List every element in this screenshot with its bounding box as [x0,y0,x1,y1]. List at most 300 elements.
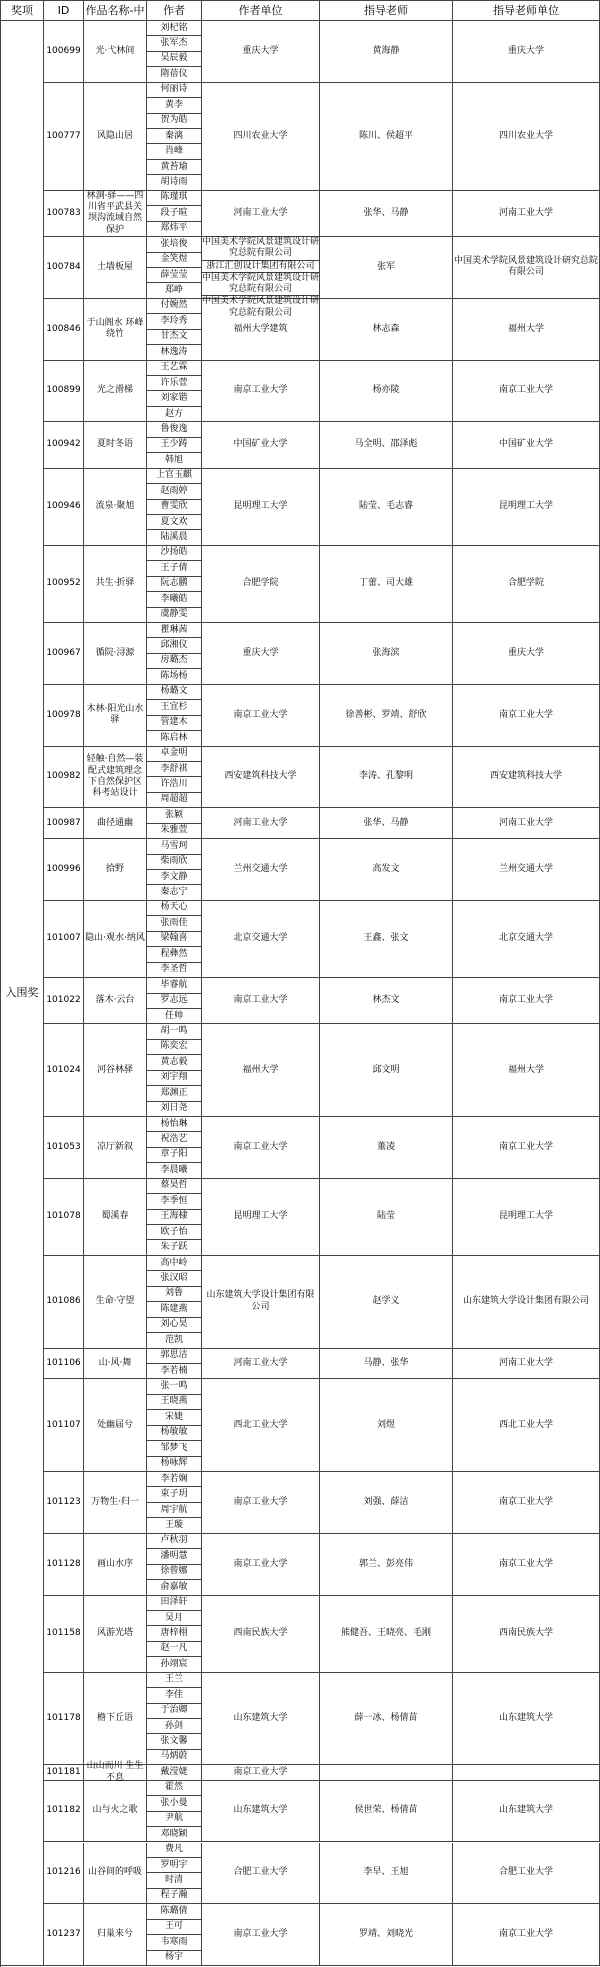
entry-id-text: 100699 [46,45,81,56]
header-advisor-unit-text: 指导老师单位 [493,3,559,17]
entry-id [44,1179,84,1256]
entry-title-text: 凉厅新叙 [96,1141,133,1152]
entry-advisor-unit [453,361,600,423]
entry-advisors [320,1179,453,1256]
entry-id-text: 100784 [46,261,81,272]
entry-advisor-unit [453,546,600,623]
entry-author-unit-text: 合肥学院 [242,578,279,589]
author-name: 李季恒 [147,1194,201,1209]
entry-advisors-text: 张华、马静 [363,817,409,828]
entry-title [84,83,147,191]
entry-id [44,1596,84,1673]
entry-id [44,623,84,685]
entry-author-unit [202,1781,320,1843]
author-name: 束子玥 [147,1487,201,1502]
author-name: 杨天心 [147,901,201,916]
entry-advisor-unit-text: 北京交通大学 [498,933,553,944]
entry-advisors [320,1904,453,1966]
entry-authors [147,21,202,83]
entry-id [44,546,84,623]
entry-author-unit-text: 河南工业大学 [233,207,288,218]
author-name: 任帅 [164,1010,183,1021]
author-name: 上官玉麒 [147,469,201,484]
entry-advisor-unit-text: 中国矿业大学 [498,439,553,450]
author-name: 俞嘉敏 [160,1581,188,1592]
author-name: 管建木 [147,716,201,731]
entry-advisor-unit-text: 河南工业大学 [498,817,553,828]
author-name: 林逸涛 [160,346,188,357]
entry-advisors-text: 黄海静 [372,45,400,56]
author-name: 房璐杰 [147,654,201,669]
entry-advisors [320,299,453,361]
entry-id [44,747,84,809]
entry-author-unit [202,191,320,237]
entry-advisor-unit-text: 南京工业大学 [498,1496,553,1507]
entry-advisors [320,1379,453,1472]
author-name: 李若娴 [147,1472,201,1487]
header-author-unit-text: 作者单位 [238,3,283,17]
author-name: 卢秋羽 [147,1534,201,1549]
entry-advisor-unit-text: 重庆大学 [507,45,544,56]
author-name: 张颖 [147,808,201,823]
author-name: 李曦皓 [147,592,201,607]
entry-advisor-unit-text: 西北工业大学 [498,1419,553,1430]
entry-author-unit-text: 南京工业大学 [233,1141,288,1152]
author-name: 张军杰 [147,36,201,51]
author-name: 时清 [147,1873,201,1888]
entry-title [84,1761,147,1783]
entry-author-unit-text: 河南工业大学 [233,817,288,828]
author-name: 程彝然 [147,947,201,962]
entry-authors [147,237,202,299]
header-award [1,1,44,21]
entry-advisor-unit [453,299,600,361]
author-name: 杨咏辉 [160,1458,188,1469]
author-name: 戴滢婕 [160,1766,188,1777]
entry-authors [147,1596,202,1673]
author-name: 罗明宇 [147,1858,201,1873]
author-name: 周超超 [160,794,188,805]
entry-author-unit-text: 南京工业大学 [233,709,288,720]
entry-author-unit [202,1673,320,1766]
entry-title-text: 山山而川 生生不息 [86,1761,144,1783]
entry-advisor-unit [453,1179,600,1256]
entry-title [84,1256,147,1349]
entry-author-unit [202,1256,320,1349]
entry-id-text: 101107 [46,1419,81,1430]
entry-advisor-unit-text: 山东建筑大学 [498,1712,553,1723]
entry-authors [147,191,202,237]
entry-advisor-unit [453,191,600,237]
author-name: 胡一鸣 [147,1024,201,1039]
author-name: 刘鲁 [147,1287,201,1302]
entry-advisors-text: 李涛、孔黎明 [358,771,413,782]
entry-authors [147,747,202,809]
entry-advisor-unit [453,623,600,685]
entry-advisors-text: 赵学义 [372,1296,400,1307]
author-name: 陈璐倩 [147,1904,201,1919]
entry-advisor-unit-text: 山东建筑大学设计集团有限公司 [462,1296,589,1307]
author-name: 张文馨 [147,1734,201,1749]
entry-title [84,21,147,83]
entry-advisor-unit-text: 南京工业大学 [498,995,553,1006]
entry-author-unit-text: 山东建筑大学 [233,1712,288,1723]
entry-id [44,1843,84,1905]
entry-author-unit [202,808,320,839]
entry-authors [147,1379,202,1472]
entry-advisors [320,422,453,468]
entry-id-text: 100952 [46,578,81,589]
entry-id-text: 100942 [46,439,81,450]
entry-advisor-unit [453,1843,600,1905]
entry-author-unit [202,1179,320,1256]
entry-title-text: 万物生·归一 [91,1496,139,1507]
header-advisor [320,1,453,21]
author-name: 欧子怡 [147,1225,201,1240]
entry-advisor-unit-text: 福州大学 [507,1064,544,1075]
author-name: 唐梓栩 [147,1626,201,1641]
author-name: 陈瑾琪 [147,191,201,206]
entry-id [44,1781,84,1843]
entry-id [44,1379,84,1472]
entry-id [44,361,84,423]
author-name: 王兰 [147,1673,201,1688]
entry-advisors [320,1117,453,1179]
entry-authors [147,83,202,191]
entry-advisor-unit [453,21,600,83]
entry-id-text: 101182 [46,1805,81,1816]
entry-authors [147,1117,202,1179]
author-name: 吴辰毅 [147,52,201,67]
author-name: 费凡 [147,1843,201,1858]
entry-id [44,1673,84,1766]
author-name: 刘宇翔 [147,1071,201,1086]
author-name: 贺为皓 [147,114,201,129]
entry-advisors-text: 张华、马静 [363,207,409,218]
entry-advisors [320,191,453,237]
entry-author-unit [202,1904,320,1966]
entry-advisors [320,1843,453,1905]
author-name: 陆溪晨 [160,532,188,542]
entry-id-text: 100899 [46,385,81,396]
entry-author-unit [202,422,320,468]
entry-id [44,191,84,237]
entry-author-unit-text: 山东建筑大学 [233,1805,288,1816]
author-name: 段子暄 [147,206,201,221]
entry-advisor-unit-text: 山东建筑大学 [498,1805,553,1816]
author-name: 黄李 [147,98,201,113]
entry-author-unit [202,1024,320,1117]
entry-advisors-text: 丁蕾、司大雄 [358,578,413,589]
entry-advisors-text: 罗靖、刘晓光 [358,1928,413,1939]
entry-authors [147,1256,202,1349]
entry-id [44,1117,84,1179]
entry-id [44,1765,84,1780]
entry-authors [147,1179,202,1256]
entry-id-text: 101216 [46,1867,81,1878]
entry-author-unit-text: 南京工业大学 [233,995,288,1006]
author-name: 李若楠 [160,1365,188,1376]
entry-title-text: 河谷林驿 [96,1064,133,1075]
entry-author-unit [202,21,320,83]
entry-advisors-text: 张海滨 [372,647,400,658]
entry-advisors [320,839,453,901]
author-name: 章子阳 [147,1148,201,1163]
entry-title [84,1179,147,1256]
author-name: 杨璐文 [147,685,201,700]
entry-id-text: 100967 [46,647,81,658]
entry-author-unit-text: 西北工业大学 [233,1419,288,1430]
entry-advisor-unit [453,1117,600,1179]
entry-title-text: 夏时冬语 [96,439,133,450]
author-name: 王晓燕 [147,1395,201,1410]
author-name: 阮志鹏 [147,577,201,592]
entry-advisors [320,808,453,839]
entry-author-unit [202,747,320,809]
entry-author-unit-text: 南京工业大学 [233,385,288,396]
entry-title-text: 木林·阳光山水驿 [86,703,144,726]
author-name: 李佳 [147,1688,201,1703]
author-name: 赵方 [164,408,183,419]
entry-title-text: 生命·守望 [95,1296,135,1307]
entry-title-text: 山·风·舞 [98,1357,132,1368]
author-name: 曹雯欣 [147,500,201,515]
entry-advisors [320,1534,453,1596]
entry-advisor-unit [453,978,600,1024]
author-name: 隋蓓仪 [160,68,188,79]
entry-title [84,191,147,237]
entry-advisor-unit-text: 合肥工业大学 [498,1867,553,1878]
author-name: 范凯 [164,1334,183,1345]
entry-author-unit-text: 福州大学 [242,1064,279,1075]
entry-advisor-unit [453,1534,600,1596]
entry-title-text: 蜀溪春 [101,1211,129,1222]
author-name: 许乐萱 [147,376,201,391]
entry-advisor-unit [453,237,600,299]
entry-title-text: 曲径通幽 [96,817,133,828]
entry-author-unit [202,901,320,978]
author-name: 尹航 [147,1812,201,1827]
entry-title [84,901,147,978]
entry-id-text: 101181 [46,1766,81,1777]
author-name: 潘明慧 [147,1549,201,1564]
entry-title [84,237,147,299]
entry-advisors-text: 薛一冰、杨倩苗 [354,1712,418,1723]
entry-id [44,1256,84,1349]
entry-author-unit-text: 中国矿业大学 [233,439,288,450]
entry-title [84,299,147,361]
entry-id [44,237,84,299]
entry-author-unit-text: 北京交通大学 [233,933,288,944]
entry-advisor-unit [453,1349,600,1380]
entry-advisor-unit [453,469,600,546]
entry-authors [147,422,202,468]
author-name: 夏文欢 [147,515,201,530]
entry-title [84,1117,147,1179]
entry-advisors-text: 熊健吾、王晓亮、毛刚 [340,1627,431,1638]
entry-advisors-text: 徐善彬、罗靖、舒欣 [345,709,427,720]
entry-id-text: 101158 [46,1627,81,1638]
entry-id-text: 100978 [46,709,81,720]
author-name: 王可 [147,1920,201,1935]
entry-advisor-unit [453,83,600,191]
entry-authors [147,978,202,1024]
entry-advisors [320,1472,453,1534]
entry-id [44,299,84,361]
entry-title-text: 循院·浔源 [95,647,135,658]
author-name: 卓金明 [147,747,201,762]
entry-authors [147,808,202,839]
header-title-text: 作品名称-中 [85,3,145,17]
entry-title-text: 山谷间的呼吸 [87,1867,142,1878]
author-name: 程子瀚 [160,1890,188,1901]
author-name: 罗志远 [147,994,201,1009]
entry-author-unit [202,83,320,191]
entry-author-unit-text: 昆明理工大学 [233,1211,288,1222]
author-name: 孙翊宸 [160,1658,188,1669]
entry-advisor-unit [453,1256,600,1349]
entry-advisor-unit-text: 四川农业大学 [498,130,553,141]
entry-id [44,83,84,191]
author-name: 蔡昊哲 [147,1179,201,1194]
entry-author-unit [202,299,320,361]
author-name: 马雪珂 [147,839,201,854]
entry-advisors [320,361,453,423]
author-name: 杨敏敏 [147,1426,201,1441]
entry-authors [147,1673,202,1766]
entry-author-unit-text: 西安建筑科技大学 [224,771,297,782]
entry-title [84,623,147,685]
author-name: 李玲秀 [147,314,201,329]
author-name: 李圣哲 [160,964,188,975]
entry-title [84,1379,147,1472]
entry-advisors [320,1024,453,1117]
author-name: 张汉昭 [147,1271,201,1286]
author-name: 刘日尧 [160,1103,188,1114]
entry-title [84,1349,147,1380]
entry-title [84,978,147,1024]
author-name: 韦寒雨 [147,1935,201,1950]
author-name: 邱湘仪 [147,638,201,653]
entry-author-unit-text: 重庆大学 [242,647,279,658]
entry-title-text: 画山水序 [96,1558,133,1569]
entry-id-text: 101078 [46,1211,81,1222]
entry-author-unit [202,1765,320,1780]
author-name: 瞿琳茜 [147,623,201,638]
entry-advisor-unit-text: 合肥学院 [507,578,544,589]
entry-author-unit [202,978,320,1024]
entry-id-text: 100982 [46,771,81,782]
entry-advisors [320,747,453,809]
entry-title-text: 风隐山居 [96,130,133,141]
entry-author-unit [202,1843,320,1905]
entry-id-text: 100946 [46,501,81,512]
entry-advisors-text: 邱文明 [372,1064,400,1075]
entry-title [84,1673,147,1766]
entry-advisor-unit [453,1904,600,1966]
entry-advisors-text: 张军 [376,261,395,272]
author-name: 祝浩艺 [147,1132,201,1147]
entry-id-text: 100996 [46,863,81,874]
entry-id-text: 101178 [46,1712,81,1723]
entry-advisor-unit [453,1781,600,1843]
author-name: 黄志毅 [147,1055,201,1070]
author-name: 郭思洁 [147,1349,201,1364]
entry-advisor-unit-text: 西南民族大学 [498,1627,553,1638]
entry-id-text: 101007 [46,933,81,944]
entry-title-text: 山与火之歌 [92,1805,138,1816]
author-name: 王海棣 [147,1210,201,1225]
author-name: 陈场杨 [160,670,188,681]
entry-author-unit-text: 南京工业大学 [233,1928,288,1939]
entry-advisors-text: 刘煜 [376,1419,395,1430]
entry-title-text: 归巢来兮 [96,1928,133,1939]
entry-author-unit-text: 四川农业大学 [233,130,288,141]
author-name: 王子倩 [147,561,201,576]
entry-id-text: 100846 [46,323,81,334]
entry-author-unit-text: 福州大学建筑 [233,323,288,334]
entry-author-unit [202,1472,320,1534]
entry-advisors-text: 郭兰、彭亮伟 [358,1558,413,1569]
entry-title [84,361,147,423]
entry-advisors [320,237,453,299]
entry-title-text: 轻触·自然—装配式建筑理念下自然保护区科考站设计 [86,754,144,799]
entry-title-text: 林涧·驿——四川省平武县关坝沟流域自然保护 [86,190,144,235]
entry-advisor-unit-text: 西安建筑科技大学 [489,771,562,782]
entry-id-text: 100987 [46,817,81,828]
award-cell-text: 入围奖 [5,986,39,1000]
entry-title-text: 土墙板屋 [96,261,133,272]
author-name: 付婉然 [147,299,201,314]
author-name: 于治卿 [147,1704,201,1719]
entry-advisors-text: 李早、王旭 [363,1867,409,1878]
entry-advisor-unit-text: 河南工业大学 [498,207,553,218]
author-name: 李舒祺 [147,762,201,777]
entry-author-unit-text: 南京工业大学 [233,1558,288,1569]
author-name: 胡诗雨 [160,176,188,187]
entry-author-unit [202,839,320,901]
author-name: 黄苔瑜 [147,160,201,175]
author-name: 马炳蔚 [160,1751,188,1762]
entry-advisors [320,685,453,747]
entry-id [44,1472,84,1534]
entry-title-text: 流泉·聚旭 [95,501,135,512]
entry-advisor-unit-text: 河南工业大学 [498,1357,553,1368]
author-name: 吴月 [147,1611,201,1626]
entry-advisors-text: 董凌 [376,1141,395,1152]
entry-advisors-text: 高发文 [372,863,400,874]
award-cell [1,21,44,1966]
entry-advisors-text: 林杰文 [372,995,400,1006]
entry-id-text: 100777 [46,130,81,141]
author-name: 霍然 [147,1781,201,1796]
entry-authors [147,901,202,978]
entry-advisors-text: 陆莹 [376,1211,395,1222]
entry-authors [147,1349,202,1380]
author-name: 高中岭 [147,1256,201,1271]
entry-title [84,685,147,747]
entry-authors [147,1534,202,1596]
entry-author-unit [202,1596,320,1673]
author-name: 郑炜平 [160,223,188,234]
entry-advisor-unit [453,685,600,747]
entry-advisor-unit [453,422,600,468]
entry-advisor-unit [453,1379,600,1472]
author-unit: 中国美术学院风景建筑设计研究总院有限公司 [202,237,319,261]
entry-author-unit [202,1534,320,1596]
entry-id [44,1904,84,1966]
author-name: 张培俊 [147,237,201,252]
